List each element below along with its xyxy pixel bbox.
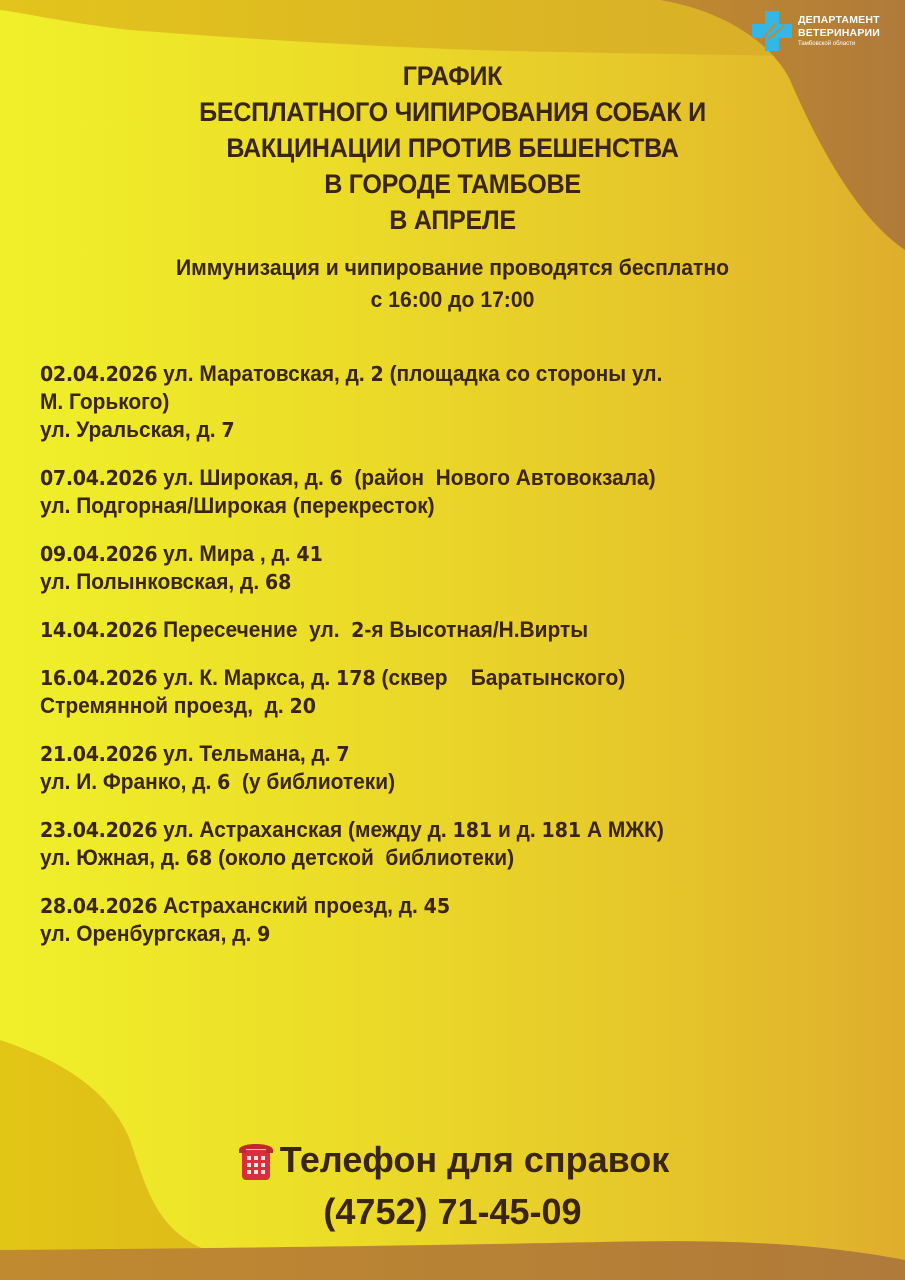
logo-title-line1: ДЕПАРТАМЕНТ <box>798 14 880 26</box>
schedule-entry <box>40 816 890 872</box>
schedule-entry <box>40 664 890 720</box>
department-logo <box>750 6 900 56</box>
entry-date: 23.04.2026 <box>40 818 158 842</box>
entry-number: 181 <box>541 818 582 842</box>
entry-text: ул. Маратовская, д. <box>157 361 371 386</box>
entry-text: (около детской библиотеки) <box>212 845 515 870</box>
subtitle-hours: с 16:00 до 17:00 <box>370 287 535 312</box>
entry-number: 20 <box>289 694 316 718</box>
entry-date: 16.04.2026 <box>40 666 158 690</box>
entry-date: 09.04.2026 <box>40 542 158 566</box>
schedule-list <box>40 360 890 968</box>
entry-number: 2 <box>351 618 365 642</box>
phone-number: (4752) 71-45-09 <box>323 1191 582 1232</box>
entry-date: 28.04.2026 <box>40 894 158 918</box>
entry-text: и д. <box>492 817 542 842</box>
entry-number: 45 <box>423 894 451 918</box>
title-line: В АПРЕЛЕ <box>389 205 516 235</box>
entry-date: 21.04.2026 <box>40 742 158 766</box>
title-line: БЕСПЛАТНОГО ЧИПИРОВАНИЯ СОБАК И <box>199 97 706 127</box>
schedule-entry <box>40 464 890 520</box>
entry-number: 6 <box>217 770 231 794</box>
title-line: ВАКЦИНАЦИИ ПРОТИВ БЕШЕНСТВА <box>226 133 679 163</box>
entry-text: ул. Южная, д. <box>40 845 186 870</box>
subtitle-free-note: Иммунизация и чипирование проводятся бесплатно <box>175 255 729 280</box>
entry-text: Пересечение ул. <box>157 617 352 642</box>
entry-text: ул. Мира , д. <box>157 541 297 566</box>
entry-text: Астраханский проезд, д. <box>157 893 424 918</box>
entry-number: 2 <box>370 362 384 386</box>
subtitle <box>0 252 905 316</box>
entry-number: 7 <box>221 418 235 442</box>
entry-date: 14.04.2026 <box>40 618 158 642</box>
entry-text: А МЖК) <box>581 817 664 842</box>
title-line: В ГОРОДЕ ТАМБОВЕ <box>324 169 581 199</box>
schedule-entry <box>40 740 890 796</box>
entry-number: 7 <box>336 742 350 766</box>
logo-title-line2: ВЕТЕРИНАРИИ <box>798 26 881 39</box>
entry-text: (район Нового Автовокзала) <box>342 465 656 490</box>
entry-text: ул. И. Франко, д. <box>40 769 218 794</box>
schedule-entry <box>40 540 890 596</box>
title-line: ГРАФИК <box>402 61 503 91</box>
entry-text: ул. Оренбургская, д. <box>40 921 258 946</box>
entry-text: ул. Тельмана, д. <box>157 741 337 766</box>
entry-text: ул. Подгорная/Широкая (перекресток) <box>40 493 435 518</box>
entry-number: 68 <box>185 846 213 870</box>
entry-number: 181 <box>452 818 493 842</box>
entry-number: 9 <box>257 922 271 946</box>
schedule-entry <box>40 892 890 948</box>
entry-number: 6 <box>329 466 343 490</box>
entry-text: (сквер Баратынского) <box>375 665 626 690</box>
schedule-entry <box>40 616 890 644</box>
logo-region: Тамбовской области <box>798 41 856 47</box>
entry-text: -я Высотная/Н.Вирты <box>364 617 589 642</box>
entry-number: 41 <box>296 542 323 566</box>
entry-text: Стремянной проезд, д. <box>40 693 290 718</box>
entry-number: 178 <box>336 666 376 690</box>
entry-number: 68 <box>264 570 292 594</box>
entry-text: ул. Полынковская, д. <box>40 569 265 594</box>
contact-block <box>0 1138 905 1235</box>
entry-text: (площадка со стороны ул. <box>383 361 663 386</box>
telephone-icon <box>236 1138 276 1182</box>
entry-text: (у библиотеки) <box>230 769 396 794</box>
poster-title <box>0 58 905 238</box>
entry-text: ул. Астраханская (между д. <box>157 817 453 842</box>
contact-label: Телефон для справок <box>279 1139 670 1180</box>
veterinary-cross-icon <box>750 9 794 53</box>
entry-text: ул. Уральская, д. <box>40 417 222 442</box>
entry-text: ул. К. Маркса, д. <box>157 665 337 690</box>
entry-text: ул. Широкая, д. <box>157 465 330 490</box>
entry-text: М. Горького) <box>40 389 170 414</box>
entry-date: 02.04.2026 <box>40 362 158 386</box>
schedule-entry <box>40 360 890 444</box>
entry-date: 07.04.2026 <box>40 466 158 490</box>
